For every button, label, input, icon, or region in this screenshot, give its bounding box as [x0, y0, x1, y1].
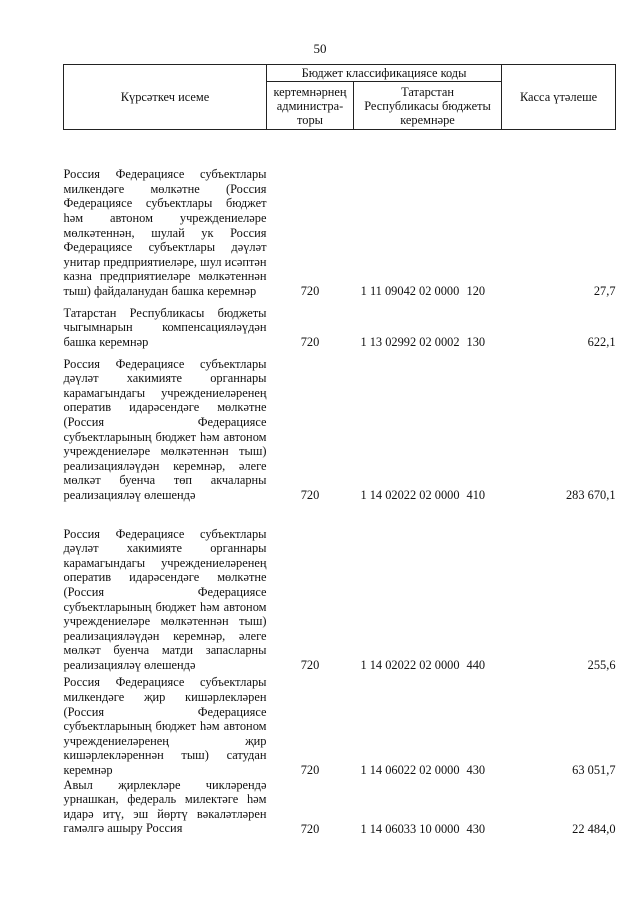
- row-subcode: 120: [466, 283, 486, 298]
- row-revenue-code: 1 14 06022 02 0000: [360, 762, 460, 777]
- row-name: Россия Федерациясе субъектлары дәүләт хакимияте органнары карамагындагы учреждениеләренең оператив идарәсендәге мөлкәтне (Россия Федерациясе субъектларының бюджет һәм автоном учреждениеләре мөлкәтеннән тыш) реализацияләүдән керемнәр, әлеге мөлкәт буенча төп акчаларны реализацияләү өлешендә: [63, 356, 267, 502]
- row-name: Россия Федерациясе субъектлары милкендәге мөлкәтне (Россия Федерациясе субъектлары бюджет һәм автоном учреждениеләре мөлкәтеннән, шулай ук Россия Федерациясе субъектлары дәүләт унитар предприятиеләре, шул исәптән казна предприятиеләре мөлкәтеннән тыш) файдаланудан башка керемнәр: [63, 167, 267, 298]
- table-row: [64, 350, 616, 503]
- row-subcode: 410: [466, 487, 486, 502]
- row-subcode: 430: [466, 762, 486, 777]
- row-revenue-code: 1 13 02992 02 0002: [360, 334, 460, 349]
- row-amount: 255,6: [587, 657, 616, 672]
- row-name: Авыл җирлекләре чикләрендә урнашкан, федераль милектәге һәм идарә итү, эш йөртү вәкаләтләрен гамәлгә ашыру Россия: [63, 777, 267, 836]
- row-subcode: 440: [466, 657, 486, 672]
- row-amount: 22 484,0: [572, 821, 616, 836]
- header-admin-code: кертемнәрнең администра-торы: [267, 82, 354, 130]
- table-row: [64, 130, 616, 299]
- row-admin-code: 720: [300, 657, 320, 672]
- row-admin-code: 720: [300, 821, 320, 836]
- table-row: [64, 778, 616, 842]
- row-subcode: 130: [466, 334, 486, 349]
- header-cash-execution: Касса үтәлеше: [502, 65, 616, 130]
- budget-revenue-table: [63, 64, 616, 842]
- row-name: Россия Федерациясе субъектлары милкендәге җир кишәрлекләрен (Россия Федерациясе субъектларының бюджет һәм автоном учреждениеләренең җир кишәрлекләреннән тыш) сатудан керемнәр: [63, 675, 267, 777]
- table-row: [64, 673, 616, 778]
- table-row: [64, 503, 616, 673]
- row-admin-code: 720: [300, 283, 320, 298]
- page-number: 50: [313, 41, 327, 56]
- row-revenue-code: 1 14 06033 10 0000: [360, 821, 460, 836]
- row-admin-code: 720: [300, 334, 320, 349]
- header-budget-code-group: Бюджет классификациясе коды: [267, 65, 502, 82]
- row-name: Россия Федерациясе субъектлары дәүләт хакимияте органнары карамагындагы учреждениеләренең оператив идарәсендәге мөлкәтне (Россия Федерациясе субъектларының бюджет һәм автоном учреждениеләре мөлкәтеннән тыш) реализацияләүдән керемнәр, әлеге мөлкәт буенча матди запасларны реализацияләү өлешендә: [63, 526, 267, 672]
- row-admin-code: 720: [300, 487, 320, 502]
- row-revenue-code: 1 14 02022 02 0000: [360, 487, 460, 502]
- row-amount: 622,1: [587, 334, 616, 349]
- row-name: Татарстан Республикасы бюджеты чыгымнарын компенсацияләүдән башка керемнәр: [63, 305, 267, 349]
- row-revenue-code: 1 14 02022 02 0000: [360, 657, 460, 672]
- row-amount: 283 670,1: [565, 487, 616, 502]
- table-row: [64, 299, 616, 350]
- header-revenue-code: Татарстан Республикасы бюджеты керемнәре: [354, 82, 502, 130]
- header-indicator-name: Күрсәткеч исеме: [64, 65, 267, 130]
- row-subcode: 430: [466, 821, 486, 836]
- row-revenue-code: 1 11 09042 02 0000: [360, 283, 460, 298]
- row-admin-code: 720: [300, 762, 320, 777]
- row-amount: 27,7: [593, 283, 616, 298]
- row-amount: 63 051,7: [572, 762, 616, 777]
